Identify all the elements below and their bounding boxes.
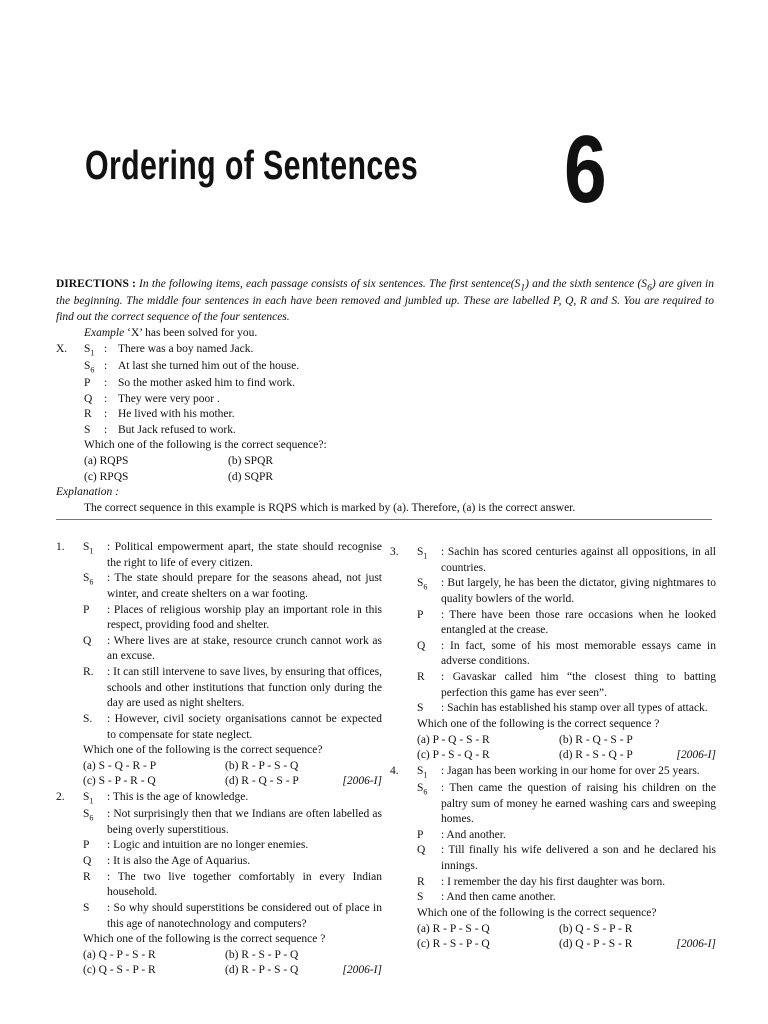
sentence-text: : But largely, he has been the dictator, giving nightmares to quality bowlers of the world. bbox=[441, 577, 716, 605]
sentence-text: : Gavaskar called him “the closest thing to batting perfection this game has ever seen”. bbox=[441, 671, 716, 699]
sentence-text: : Places of religious worship play an important role in this respect, providing food and shelter. bbox=[107, 603, 382, 632]
sentence-key-sub: 1 bbox=[89, 796, 94, 806]
option bbox=[225, 774, 382, 790]
sentence-text: : It can still intervene to save lives, by ensuring that offices, schools and other institutions that function only during the day are used as night shelters. bbox=[107, 666, 382, 710]
questions-left-column bbox=[56, 540, 382, 979]
section-divider bbox=[56, 519, 712, 520]
example-sentence-key: P bbox=[84, 376, 91, 389]
sentence-key: P bbox=[83, 839, 90, 852]
example-options bbox=[56, 454, 716, 485]
questions-right-column bbox=[390, 545, 716, 953]
question-sentence bbox=[417, 608, 716, 639]
sentence-key-sub: 6 bbox=[423, 787, 428, 797]
example-sentence-key-sub: 6 bbox=[90, 365, 95, 375]
question-sentence bbox=[417, 701, 716, 717]
question-sentence bbox=[417, 843, 716, 874]
example-sentence bbox=[56, 392, 716, 408]
question-sentence bbox=[417, 890, 716, 906]
question-prompt: Which one of the following is the correct sequence? bbox=[83, 744, 323, 757]
year-tag: [2006-I] bbox=[676, 749, 716, 762]
question bbox=[56, 790, 382, 979]
sentence-key-sub: 1 bbox=[423, 551, 428, 561]
sentence-text: : It is also the Age of Aquarius. bbox=[107, 855, 251, 868]
question-sentence bbox=[83, 790, 382, 807]
question-sentence bbox=[417, 764, 716, 781]
option-text: (d) R - Q - S - P bbox=[225, 775, 299, 788]
question-sentence bbox=[417, 781, 716, 828]
question-sentence bbox=[83, 665, 382, 712]
sentence-key: R bbox=[83, 870, 91, 883]
example-sentence-text: There was a boy named Jack. bbox=[118, 342, 254, 355]
example-option: (b) SPQR bbox=[228, 455, 274, 468]
option: (a) S - Q - R - P bbox=[83, 759, 157, 772]
directions-text-b: ) and the sixth sentence (S bbox=[525, 278, 648, 290]
option: (b) R - Q - S - P bbox=[559, 733, 633, 746]
year-tag: [2006-I] bbox=[676, 938, 716, 951]
example-sentence-text: They were very poor . bbox=[118, 392, 220, 405]
sentence-key-sub: 1 bbox=[423, 770, 428, 780]
sentence-key: $S_1$ bbox=[83, 791, 94, 806]
explanation-text: The correct sequence in this example is RQPS which is marked by (a). Therefore, (a) is the correct answer. bbox=[84, 501, 576, 514]
example-label bbox=[56, 423, 84, 439]
example-label bbox=[56, 359, 84, 376]
sentence-text: : I remember the day his first daughter was born. bbox=[441, 875, 666, 888]
example-sentence-key: R bbox=[84, 408, 92, 421]
example-sentence-text: He lived with his mother. bbox=[118, 408, 235, 421]
question-number: 4. bbox=[390, 764, 399, 777]
question bbox=[390, 764, 716, 953]
sentence-key: Q bbox=[83, 855, 92, 868]
sentence-text: : Sachin has scored centuries against all oppositions, in all countries. bbox=[441, 546, 716, 574]
example-sentence-key: Q bbox=[84, 392, 93, 405]
option: (b) R - P - S - Q bbox=[225, 759, 299, 772]
example-block bbox=[56, 326, 716, 517]
question-sentence bbox=[83, 807, 382, 838]
sentence-key: Q bbox=[417, 639, 426, 652]
question-sentence bbox=[417, 576, 716, 607]
sentence-text: : The state should prepare for the seasons ahead, not just winter, and create shelters on a war footing. bbox=[107, 572, 382, 600]
sentence-text: : Till finally his wife delivered a son and he declared his innings. bbox=[441, 844, 716, 873]
option-text: (d) R - S - Q - P bbox=[559, 749, 633, 762]
sentence-key-sub: 6 bbox=[423, 582, 428, 592]
example-colon: : bbox=[104, 408, 108, 421]
question-sentence bbox=[83, 571, 382, 602]
sentence-text: : And another. bbox=[441, 828, 506, 841]
question-sentence bbox=[417, 875, 716, 891]
question-body bbox=[83, 540, 382, 790]
question-sentence bbox=[83, 634, 382, 665]
option: (c) P - S - Q - R bbox=[417, 749, 490, 762]
year-tag: [2006-I] bbox=[342, 964, 382, 977]
option: (a) P - Q - S - R bbox=[417, 733, 490, 746]
example-sentence bbox=[56, 423, 716, 439]
question-options bbox=[83, 759, 382, 790]
question-sentence bbox=[83, 870, 382, 901]
sentence-key: P bbox=[417, 828, 424, 841]
sentence-key: $S_6$ bbox=[417, 781, 428, 797]
question bbox=[390, 545, 716, 764]
option: (a) Q - P - S - R bbox=[83, 948, 156, 961]
sentence-text: : Then came the question of raising his children on the paltry sum of money he earned washing cars and sweeping homes. bbox=[441, 781, 716, 826]
option: (a) R - P - S - Q bbox=[417, 922, 490, 935]
option: (c) S - P - R - Q bbox=[83, 775, 156, 788]
example-colon: : bbox=[104, 423, 108, 436]
question-prompt: Which one of the following is the correct sequence? bbox=[417, 906, 657, 919]
example-sentence-key: $S_1$ bbox=[84, 342, 95, 357]
example-sentence-key-sub: 1 bbox=[90, 347, 95, 357]
sentence-key: P bbox=[83, 603, 90, 616]
question-sentence bbox=[83, 540, 382, 571]
sentence-key: S bbox=[417, 891, 424, 904]
example-label bbox=[56, 376, 84, 392]
example-option: (c) RPQS bbox=[84, 470, 129, 483]
sentence-key: $S_6$ bbox=[83, 572, 94, 587]
option: (b) R - S - P - Q bbox=[225, 948, 299, 961]
example-sentence bbox=[56, 407, 716, 423]
example-sentences bbox=[56, 342, 716, 439]
question-sentence bbox=[83, 712, 382, 743]
sentence-text: : And then came another. bbox=[441, 891, 556, 904]
sentence-text: : Not surprisingly then that we Indians are often labelled as being overly superstitious. bbox=[107, 808, 382, 836]
sentence-key: S bbox=[83, 901, 90, 914]
sentence-text: : Sachin has established his stamp over all types of attack. bbox=[441, 702, 708, 715]
sentence-text: : There have been those rare occasions when he looked entangled at the crease. bbox=[441, 608, 716, 637]
sentence-key-sub: 6 bbox=[89, 577, 94, 587]
option-text: (d) R - P - S - Q bbox=[225, 964, 299, 977]
directions-label: DIRECTIONS : bbox=[56, 278, 136, 290]
sentence-text: : This is the age of knowledge. bbox=[107, 791, 249, 803]
example-sentence-text: At last she turned him out of the house. bbox=[118, 359, 300, 372]
sentence-text: : In fact, some of his most memorable essays came in adverse conditions. bbox=[441, 639, 716, 668]
example-label bbox=[56, 392, 84, 408]
option bbox=[559, 748, 716, 764]
question-body bbox=[83, 790, 382, 979]
option bbox=[225, 963, 382, 979]
question-prompt: Which one of the following is the correct sequence ? bbox=[417, 717, 660, 730]
chapter-title: Ordering of Sentences bbox=[85, 142, 419, 188]
question-body bbox=[417, 545, 716, 764]
example-intro-text: ‘X’ has been solved for you. bbox=[127, 327, 258, 339]
sentence-text: : The two live together comfortably in every Indian household. bbox=[107, 870, 382, 899]
sentence-key: Q bbox=[417, 844, 426, 857]
example-sentence-key: S bbox=[84, 423, 91, 436]
sentence-key: R. bbox=[83, 666, 94, 678]
directions-text-c: ) are given in the beginning. The middle four sentences in each have been removed and jumbled up. These are labelled P, Q, R and S. You are required to find out the correct sequence of the four sentences. bbox=[56, 278, 714, 323]
question-options bbox=[417, 922, 716, 953]
sentence-key: S bbox=[417, 702, 424, 715]
explanation-label: Explanation : bbox=[56, 486, 119, 499]
sentence-key: $S_1$ bbox=[417, 546, 428, 561]
year-tag: [2006-I] bbox=[342, 775, 382, 788]
question-options bbox=[417, 733, 716, 764]
question-sentence bbox=[417, 828, 716, 844]
sentence-key: P bbox=[417, 608, 424, 621]
sentence-key: S. bbox=[83, 712, 93, 725]
example-colon: : bbox=[104, 376, 108, 389]
question-number: 2. bbox=[56, 791, 65, 803]
sentence-text: : Where lives are at stake, resource crunch cannot work as an excuse. bbox=[107, 634, 382, 663]
directions-sub1: 1 bbox=[520, 282, 526, 294]
question bbox=[56, 540, 382, 790]
sentence-key: $S_1$ bbox=[83, 541, 94, 556]
example-option: (a) RQPS bbox=[84, 455, 129, 468]
directions-paragraph bbox=[56, 277, 714, 326]
question-prompt: Which one of the following is the correct sequence ? bbox=[83, 933, 326, 946]
sentence-text: : Logic and intuition are no longer enemies. bbox=[107, 839, 309, 852]
sentence-key-sub: 6 bbox=[89, 813, 94, 823]
sentence-text: : Jagan has been working in our home for over 25 years. bbox=[441, 764, 700, 777]
example-label: X. bbox=[56, 342, 68, 355]
example-sentence-text: But Jack refused to work. bbox=[118, 423, 236, 436]
example-colon: : bbox=[104, 342, 108, 355]
sentence-key: $S_1$ bbox=[417, 764, 428, 780]
sentence-text: : However, civil society organisations cannot be expected to compensate for state neglect. bbox=[107, 712, 382, 741]
example-option: (d) SQPR bbox=[228, 470, 274, 483]
directions-text-a: In the following items, each passage consists of six sentences. The first sentence(S bbox=[135, 278, 521, 290]
question-sentence bbox=[417, 545, 716, 576]
chapter-number: 6 bbox=[564, 116, 607, 223]
option: (c) Q - S - P - R bbox=[83, 964, 156, 977]
sentence-key: R bbox=[417, 875, 425, 888]
sentence-key: Q bbox=[83, 634, 92, 647]
example-label bbox=[56, 407, 84, 423]
sentence-text: : Political empowerment apart, the state should recognise the right to life of every citizen. bbox=[107, 541, 382, 569]
option-text: (d) Q - P - S - R bbox=[559, 938, 633, 951]
question-number: 1. bbox=[56, 541, 65, 553]
option: (c) R - S - P - Q bbox=[417, 938, 490, 951]
example-sentence bbox=[56, 342, 716, 359]
example-intro: Example ‘X’ has been solved for you. bbox=[84, 327, 258, 339]
example-question: Which one of the following is the correct sequence?: bbox=[84, 439, 327, 452]
sentence-key-sub: 1 bbox=[89, 546, 94, 556]
question-number: 3. bbox=[390, 546, 399, 558]
example-colon: : bbox=[104, 392, 108, 405]
example-sentence bbox=[56, 376, 716, 392]
example-colon: : bbox=[104, 359, 108, 372]
question-sentence bbox=[83, 603, 382, 634]
directions-sub6: 6 bbox=[647, 282, 652, 294]
question-sentence bbox=[417, 639, 716, 670]
question-body bbox=[417, 764, 716, 953]
question-sentence bbox=[83, 901, 382, 932]
question-sentence bbox=[83, 838, 382, 854]
example-sentence-key: $S_6$ bbox=[84, 359, 95, 375]
sentence-key: $S_6$ bbox=[417, 577, 428, 592]
question-options bbox=[83, 948, 382, 979]
example-sentence bbox=[56, 359, 716, 376]
option bbox=[559, 937, 716, 953]
example-sentence-text: So the mother asked him to find work. bbox=[118, 376, 295, 389]
option: (b) Q - S - P - R bbox=[559, 922, 633, 935]
sentence-key: R bbox=[417, 671, 425, 683]
sentence-key: $S_6$ bbox=[83, 808, 94, 823]
question-sentence bbox=[417, 670, 716, 701]
question-sentence bbox=[83, 854, 382, 870]
sentence-text: : So why should superstitions be considered out of place in this age of nanotechnology and computers? bbox=[107, 901, 382, 930]
